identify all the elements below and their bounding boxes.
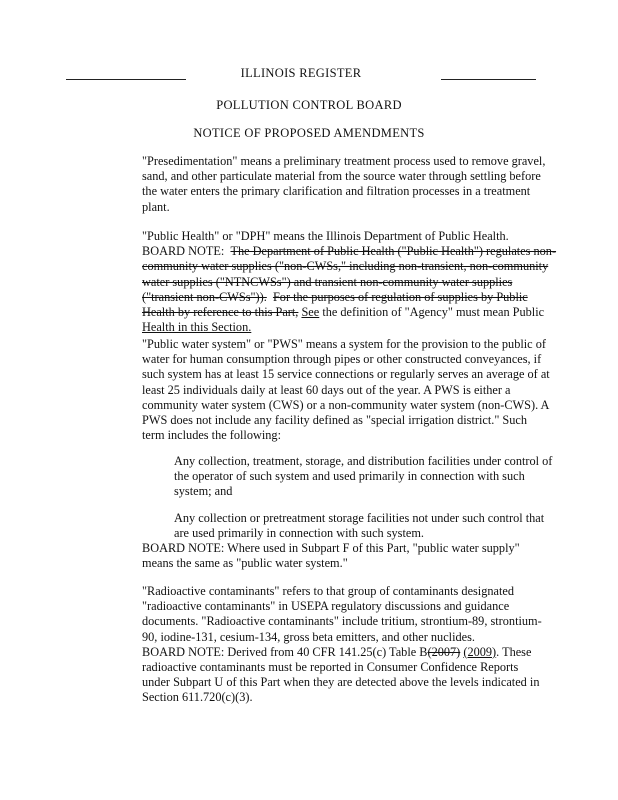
deleted-text: community water supplies ("non-CWSs," including non-transient, non-community — [142, 259, 549, 274]
text-line: are used primarily in connection with such system. — [174, 526, 424, 541]
deleted-text: For the purposes of regulation of supplies by Public — [272, 289, 528, 304]
inserted-text: Health in this Section. — [142, 320, 252, 335]
text-line: water for human consumption through pipes or other constructed conveyances, if — [142, 352, 542, 367]
definition-presedimentation — [142, 154, 546, 215]
text-line — [142, 290, 542, 305]
text-line — [142, 645, 542, 660]
board-note-label: BOARD NOTE: — [142, 244, 225, 259]
register-header — [66, 66, 536, 82]
text-line: Any collection, treatment, storage, and distribution facilities under control of — [174, 454, 553, 468]
deleted-text: (2007) — [427, 644, 461, 659]
text-line: sand, and other particulate material from the source water through settling before — [142, 169, 541, 184]
text-line: system; and — [174, 484, 233, 499]
text-line: such system has at least 15 service connections or regularly serves an average of at — [142, 367, 550, 382]
header-rule-right — [441, 79, 536, 80]
text-line: "Presedimentation" means a preliminary treatment process used to remove gravel, — [142, 154, 546, 168]
text-line: the operator of such system and used primarily in connection with such — [174, 469, 525, 484]
inserted-text: (2009) — [463, 644, 497, 659]
text-line: 90, iodine-131, cesium-134, gross beta emitters, and other nuclides. — [142, 629, 475, 644]
text-line — [142, 244, 557, 259]
pws-item-pretreatment-storage — [174, 511, 545, 541]
text-line: "Public water system" or "PWS" means a system for the provision to the public of — [142, 337, 546, 351]
text-line — [142, 259, 549, 274]
notice-title: NOTICE OF PROPOSED AMENDMENTS — [193, 126, 425, 140]
board-name: POLLUTION CONTROL BOARD — [216, 98, 402, 112]
text-line — [142, 275, 542, 290]
text-line: the water enters the primary clarification and filtration processes in a treatment — [142, 184, 531, 199]
text-line: radioactive contaminants must be reported in Consumer Confidence Reports — [142, 660, 519, 675]
deleted-text: water supplies ("NTNCWSs") and transient non-community water supplies — [142, 274, 513, 289]
pws-board-note — [142, 541, 542, 571]
text-line: Any collection or pretreatment storage facilities not under such control that — [174, 511, 545, 525]
text-line: documents. "Radioactive contaminants" include tritium, strontium-89, strontium- — [142, 614, 542, 629]
text-line: PWS does not include any facility defined as "special irrigation district." Such — [142, 413, 528, 428]
text-line — [142, 305, 545, 320]
text-line: under Subpart U of this Part when they are detected above the levels indicated in — [142, 675, 540, 690]
pws-item-collection-treatment — [174, 454, 553, 500]
text-run: BOARD NOTE: Derived from 40 CFR 141.25(c) Table B — [142, 644, 428, 659]
deleted-text: Health by reference to this Part, — [142, 305, 299, 320]
text-line: "Public Health" or "DPH" means the Illinois Department of Public Health. — [142, 229, 509, 243]
definition-radioactive-contaminants — [142, 584, 542, 706]
definition-public-water-system — [142, 337, 550, 443]
inserted-text: See — [301, 305, 320, 320]
definition-public-health — [142, 229, 557, 335]
text-run: the definition of "Agency" must mean Public — [322, 305, 545, 320]
text-line: community water system (CWS) or a non-community water system (non-CWS). A — [142, 397, 550, 412]
text-run: . These — [496, 644, 532, 659]
text-line: means the same as "public water system." — [142, 556, 348, 571]
deleted-text: ("transient non-CWSs")). — [142, 289, 267, 304]
text-line: "Radioactive contaminants" refers to that group of contaminants designated — [142, 584, 515, 598]
text-line: BOARD NOTE: Where used in Subpart F of this Part, "public water supply" — [142, 541, 520, 555]
text-line: plant. — [142, 199, 170, 214]
text-line: Section 611.720(c)(3). — [142, 690, 253, 705]
text-line: "radioactive contaminants" in USEPA regulatory discussions and guidance — [142, 599, 510, 614]
text-line — [142, 320, 542, 335]
register-title: ILLINOIS REGISTER — [240, 66, 362, 80]
text-line: term includes the following: — [142, 428, 281, 443]
deleted-text: The Department of Public Health ("Public Health") regulates non- — [230, 244, 557, 259]
text-line: least 25 individuals daily at least 60 days out of the year. A PWS is either a — [142, 382, 511, 397]
